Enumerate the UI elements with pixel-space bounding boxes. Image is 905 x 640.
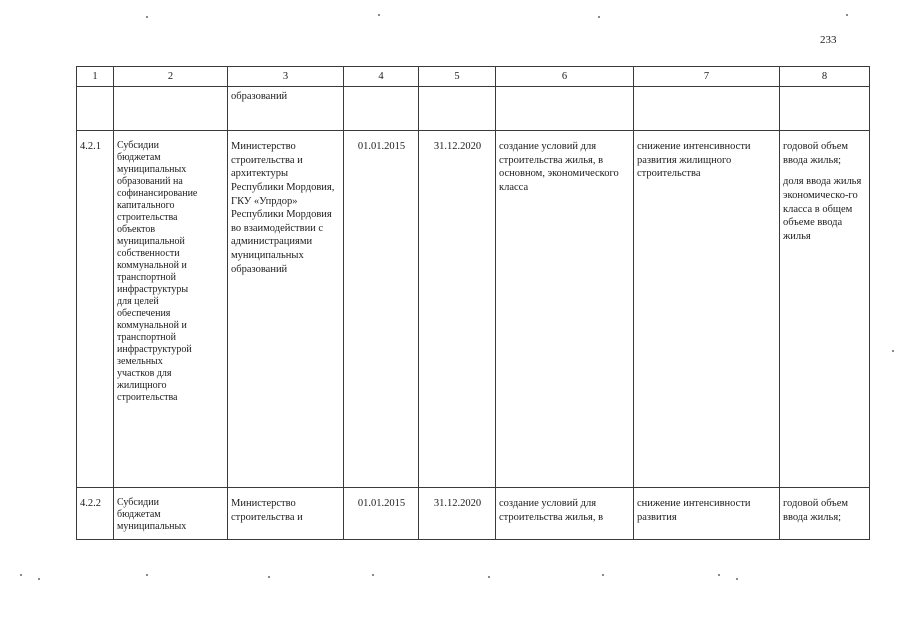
indicators [780, 131, 870, 488]
name-line: земельных [117, 356, 163, 367]
header-cell-8: 8 [780, 67, 870, 87]
continuation-row [77, 87, 870, 131]
header-cell-4: 4 [344, 67, 419, 87]
name-line: обеспечения [117, 308, 171, 319]
name-line: собственности [117, 248, 180, 259]
name-line: объектов [117, 224, 156, 235]
executor: Министерство строительства и архитектуры Республики Мордовия, ГКУ «Упрдор» Республики Мордовия во взаимодействии с администрациями муниципальных образований [228, 131, 344, 488]
scan-speck [20, 574, 22, 576]
scan-speck [378, 14, 380, 16]
name-line: Субсидии [117, 497, 159, 508]
end-date: 31.12.2020 [419, 488, 496, 540]
scan-speck [488, 576, 490, 578]
name-line: образований на [117, 176, 183, 187]
name-line: жилищного [117, 380, 167, 391]
cont-cell-7 [634, 87, 780, 131]
header-cell-2: 2 [114, 67, 228, 87]
scan-speck [602, 574, 604, 576]
name-line: инфраструктуры [117, 284, 189, 295]
name-line: строительства [117, 212, 178, 223]
scan-speck [736, 578, 738, 580]
cont-cell-5 [419, 87, 496, 131]
measures-table [76, 66, 870, 540]
name-line: муниципальной [117, 236, 185, 247]
name-line: инфраструктурой [117, 344, 192, 355]
scan-speck [846, 14, 848, 16]
measure-name [114, 488, 228, 540]
cont-cell-2 [114, 87, 228, 131]
row-number: 4.2.2 [77, 488, 114, 540]
table-header-row [77, 67, 870, 87]
row-number: 4.2.1 [77, 131, 114, 488]
scan-speck [38, 578, 40, 580]
indicators [780, 488, 870, 540]
name-line: капитального [117, 200, 175, 211]
header-cell-1: 1 [77, 67, 114, 87]
non-implementation-consequence: снижение интенсивности развития жилищного строительства [634, 131, 780, 488]
scan-speck [598, 16, 600, 18]
name-line: строительства [117, 392, 178, 403]
scan-speck [372, 574, 374, 576]
cont-cell-6 [496, 87, 634, 131]
executor: Министерство строительства и [228, 488, 344, 540]
name-line: транспортной [117, 332, 177, 343]
indicator: годовой объем ввода жилья; [783, 498, 849, 523]
header-cell-3: 3 [228, 67, 344, 87]
name-line: коммунальной и [117, 260, 187, 271]
start-date: 01.01.2015 [344, 131, 419, 488]
cont-cell-1 [77, 87, 114, 131]
name-line: коммунальной и [117, 320, 187, 331]
cont-cell-4 [344, 87, 419, 131]
expected-result: создание условий для строительства жилья, в [496, 488, 634, 540]
name-line: софинансирование [117, 188, 198, 199]
expected-result: создание условий для строительства жилья, в основном, экономического класса [496, 131, 634, 488]
name-line: муниципальных [117, 164, 187, 175]
indicator: доля ввода жилья экономическо-го класса в общем объеме ввода жилья [783, 176, 862, 242]
indicator: годовой объем ввода жилья; [783, 141, 849, 166]
name-line: Субсидии [117, 140, 159, 151]
header-cell-6: 6 [496, 67, 634, 87]
scan-speck [718, 574, 720, 576]
scan-speck [268, 576, 270, 578]
scan-speck [146, 16, 148, 18]
start-date: 01.01.2015 [344, 488, 419, 540]
table-row-4-2-1 [77, 131, 870, 488]
name-line: муниципальных [117, 521, 187, 532]
name-line: участков для [117, 368, 172, 379]
name-line: для целей [117, 296, 159, 307]
page-number: 233 [820, 34, 837, 46]
scan-speck [146, 574, 148, 576]
scan-speck [892, 350, 894, 352]
header-cell-5: 5 [419, 67, 496, 87]
header-cell-7: 7 [634, 67, 780, 87]
cont-cell-8 [780, 87, 870, 131]
name-line: бюджетам [117, 152, 161, 163]
end-date: 31.12.2020 [419, 131, 496, 488]
table-row-4-2-2 [77, 488, 870, 540]
non-implementation-consequence: снижение интенсивности развития [634, 488, 780, 540]
measure-name [114, 131, 228, 488]
name-line: транспортной [117, 272, 177, 283]
cont-cell-3: образований [228, 87, 344, 131]
name-line: бюджетам [117, 509, 161, 520]
